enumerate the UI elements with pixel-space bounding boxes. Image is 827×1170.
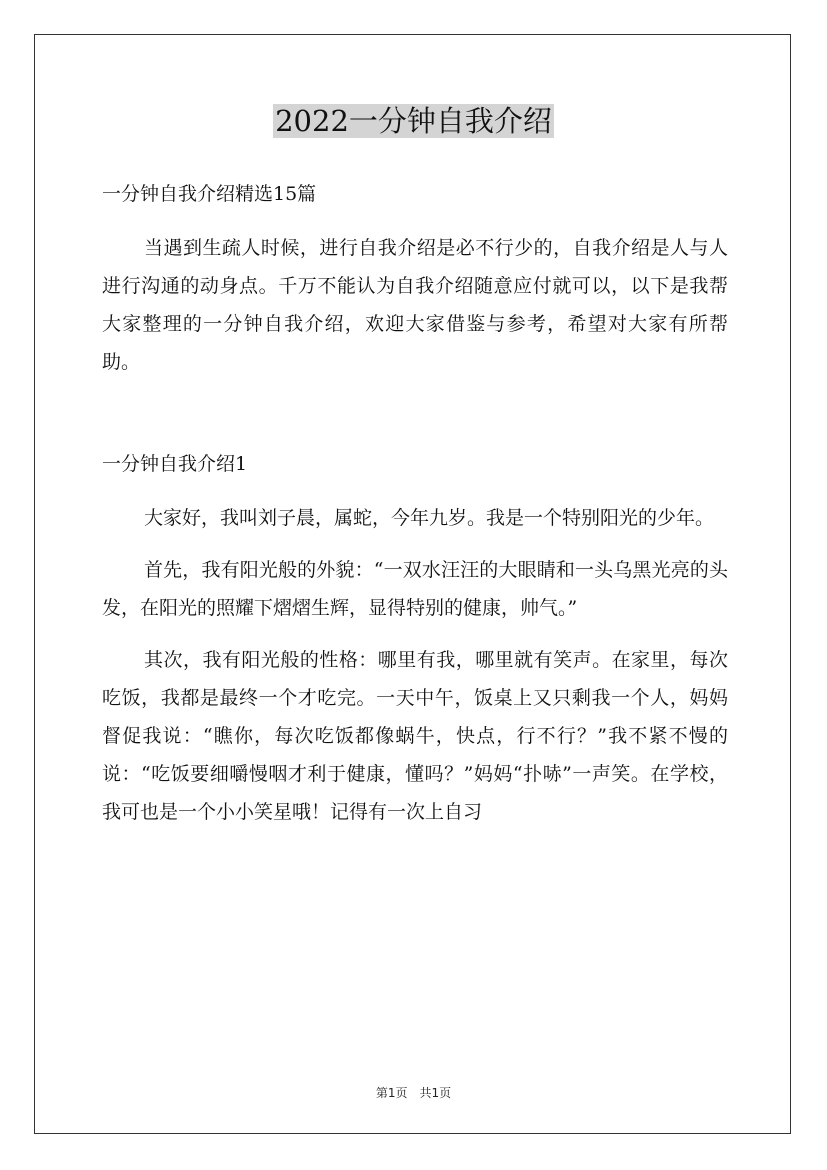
- intro-paragraph: 当遇到生疏人时候，进行自我介绍是必不行少的，自我介绍是人与人进行沟通的动身点。千万不能认为自我介绍随意应付就可以，以下是我帮大家整理的一分钟自我介绍，欢迎大家借鉴与参考，希望对大家有所帮助。: [102, 237, 728, 373]
- page-footer: [0, 1084, 827, 1101]
- section-heading: 一分钟自我介绍1: [102, 453, 248, 475]
- body-paragraph: 大家好，我叫刘子晨，属蛇，今年九岁。我是一个特别阳光的少年。: [144, 507, 715, 529]
- document-body: [102, 175, 728, 831]
- body-paragraph: 其次，我有阳光般的性格：哪里有我，哪里就有笑声。在家里，每次吃饭，我都是最终一个才吃完。一天中午，饭桌上又只剩我一个人，妈妈督促我说：“瞧你，每次吃饭都像蜗牛，快点，行不行？”我不紧不慢的说：“吃饭要细嚼慢咽才利于健康，懂吗？”妈妈“扑哧”一声笑。在学校，我可也是一个小小笑星哦！记得有一次上自习: [102, 649, 728, 823]
- document-title: 2022一分钟自我介绍: [275, 104, 552, 138]
- page-total: 共1页: [419, 1086, 452, 1100]
- page-number: 第1页: [375, 1086, 408, 1100]
- document-subtitle: 一分钟自我介绍精选15篇: [102, 183, 317, 205]
- document-title-wrap: [0, 100, 827, 142]
- body-paragraph: 首先，我有阳光般的外貌：“一双水汪汪的大眼睛和一头乌黑光亮的头发，在阳光的照耀下熠熠生辉，显得特别的健康，帅气。”: [102, 559, 728, 619]
